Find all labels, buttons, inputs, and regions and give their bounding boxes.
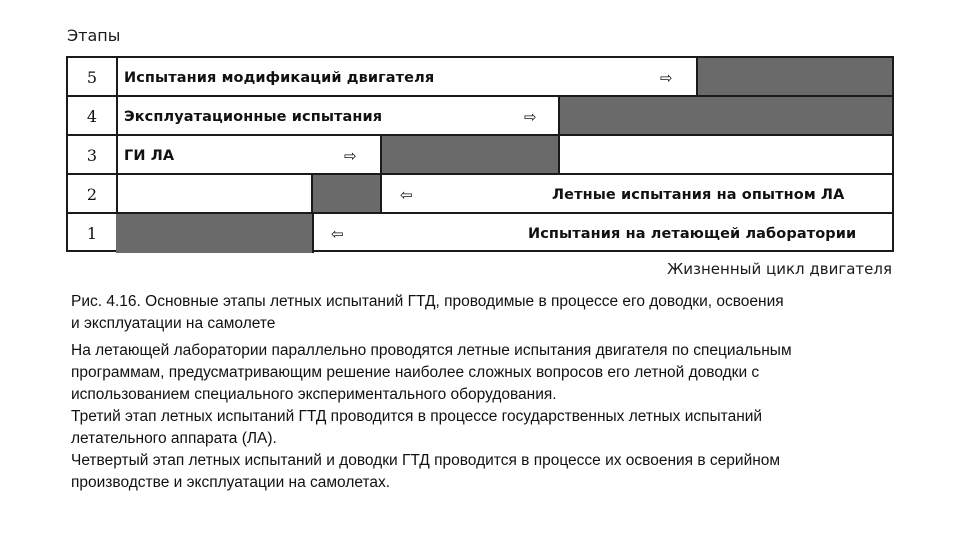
caption-line: Рис. 4.16. Основные этапы летных испытаний ГТД, проводимые в процессе его доводки, освоения	[71, 293, 784, 310]
right-arrow-icon: ⇨	[344, 146, 357, 165]
stage-label: Испытания на летающей лаборатории	[528, 225, 857, 242]
stage-label: ГИ ЛА	[124, 147, 175, 164]
stage-bar	[116, 214, 314, 253]
left-arrow-icon: ⇦	[331, 224, 344, 243]
stage-number: 5	[68, 58, 118, 97]
stage-number: 4	[68, 97, 118, 136]
stage-label: Летные испытания на опытном ЛА	[552, 186, 845, 203]
stage-row-4	[68, 97, 892, 136]
stage-bar	[311, 175, 382, 214]
engine-lifecycle-axis-label: Жизненный цикл двигателя	[667, 260, 892, 278]
body-line: На летающей лаборатории параллельно проводятся летные испытания двигателя по специальным	[71, 342, 792, 359]
body-line: Четвертый этап летных испытаний и доводки ГТД проводится в процессе их освоения в серийном	[71, 452, 781, 469]
stages-axis-label: Этапы	[67, 26, 121, 45]
stage-bar	[380, 136, 560, 175]
stage-row-3	[68, 136, 892, 175]
stage-row-1	[68, 214, 892, 253]
caption-line: и эксплуатации на самолете	[71, 315, 276, 332]
figure-caption	[71, 291, 911, 335]
stage-bar	[558, 97, 892, 136]
stages-table	[66, 56, 894, 252]
body-line: использованием специального экспериментального оборудования.	[71, 386, 557, 403]
stage-label: Испытания модификаций двигателя	[124, 69, 435, 86]
body-line: летательного аппарата (ЛА).	[71, 430, 277, 447]
stage-row-2	[68, 175, 892, 214]
right-arrow-icon: ⇨	[660, 68, 673, 87]
stage-bar	[696, 58, 892, 97]
stage-number: 2	[68, 175, 118, 214]
body-line: производстве и эксплуатации на самолетах.	[71, 474, 391, 491]
stage-label: Эксплуатационные испытания	[124, 108, 383, 125]
stage-number: 1	[68, 214, 118, 253]
stage-number: 3	[68, 136, 118, 175]
body-paragraphs	[71, 340, 921, 494]
right-arrow-icon: ⇨	[524, 107, 537, 126]
body-line: Третий этап летных испытаний ГТД проводится в процессе государственных летных испытаний	[71, 408, 763, 425]
stage-row-5	[68, 58, 892, 97]
body-line: программам, предусматривающим решение наиболее сложных вопросов его летной доводки с	[71, 364, 760, 381]
left-arrow-icon: ⇦	[400, 185, 413, 204]
